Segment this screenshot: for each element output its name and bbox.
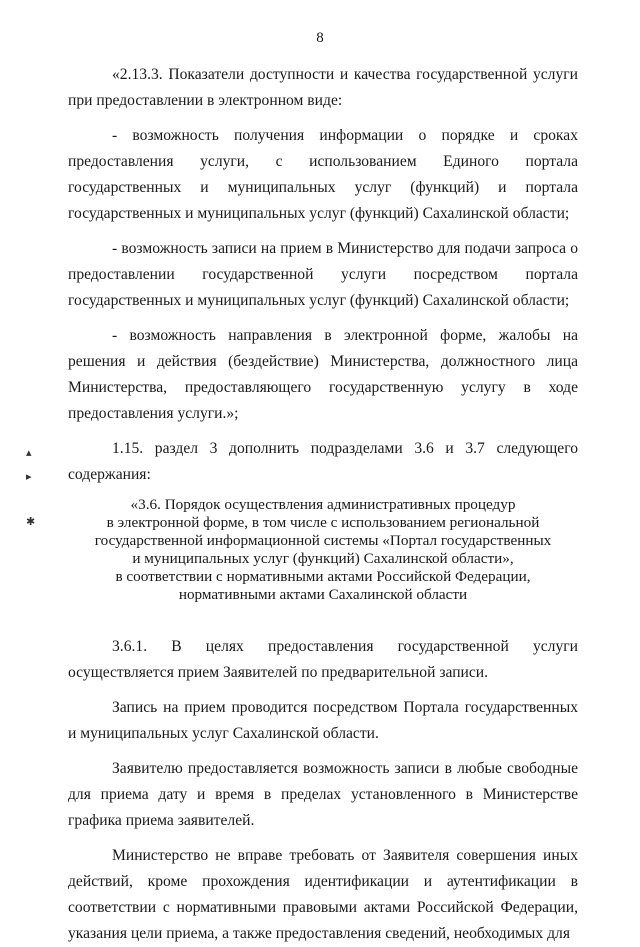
- margin-mark: ▴: [26, 447, 32, 459]
- paragraph: Заявителю предоставляется возможность записи в любые свободные для приема дату и время в пределах установленного в Министерстве графика приема заявителей.: [68, 760, 578, 829]
- heading-line: в электронной форме, в том числе с использованием региональной: [106, 514, 540, 531]
- paragraph: - возможность записи на прием в Министерство для подачи запроса о предоставлении государственной услуги посредством портала государственных и муниципальных услуг (функций) Сахалинской области;: [68, 240, 578, 309]
- section-heading: [68, 496, 578, 604]
- heading-line: в соответствии с нормативными актами Российской Федерации,: [115, 568, 531, 585]
- paragraph: - возможность получения информации о порядке и сроках предоставления услуги, с использованием Единого портала государственных и муниципальных услуг (функций) и портала государственных и муниципальных услуг (функций) Сахалинской области;: [68, 127, 578, 222]
- margin-mark: ▸: [26, 471, 32, 483]
- paragraph: Министерство не вправе требовать от Заявителя совершения иных действий, кроме прохождения идентификации и аутентификации в соответствии с нормативными правовыми актами Российской Федерации, указания цели приема, а также предоставления сведений, необходимых для: [68, 847, 578, 942]
- paragraph: - возможность направления в электронной форме, жалобы на решения и действия (бездействие) Министерства, должностного лица Министерства, предоставляющего государственную услугу в ходе предоставления услуги.»;: [68, 327, 578, 422]
- heading-line: «3.6. Порядок осуществления административных процедур: [130, 496, 516, 513]
- paragraph: 3.6.1. В целях предоставления государственной услуги осуществляется прием Заявителей по предварительной записи.: [68, 638, 578, 681]
- paragraph: 1.15. раздел 3 дополнить подразделами 3.6 и 3.7 следующего содержания:: [68, 440, 578, 483]
- document-body: [68, 62, 578, 947]
- paragraph: Запись на прием проводится посредством Портала государственных и муниципальных услуг Сахалинской области.: [68, 699, 578, 742]
- paragraph: «2.13.3. Показатели доступности и качества государственной услуги при предоставлении в электронном виде:: [68, 66, 578, 109]
- page-number: 8: [316, 30, 324, 46]
- heading-line: государственной информационной системы «Портал государственных: [94, 532, 552, 549]
- heading-line: нормативными актами Сахалинской области: [178, 586, 468, 603]
- heading-line: и муниципальных услуг (функций) Сахалинской области»,: [132, 550, 514, 567]
- margin-mark: ✱: [26, 516, 36, 528]
